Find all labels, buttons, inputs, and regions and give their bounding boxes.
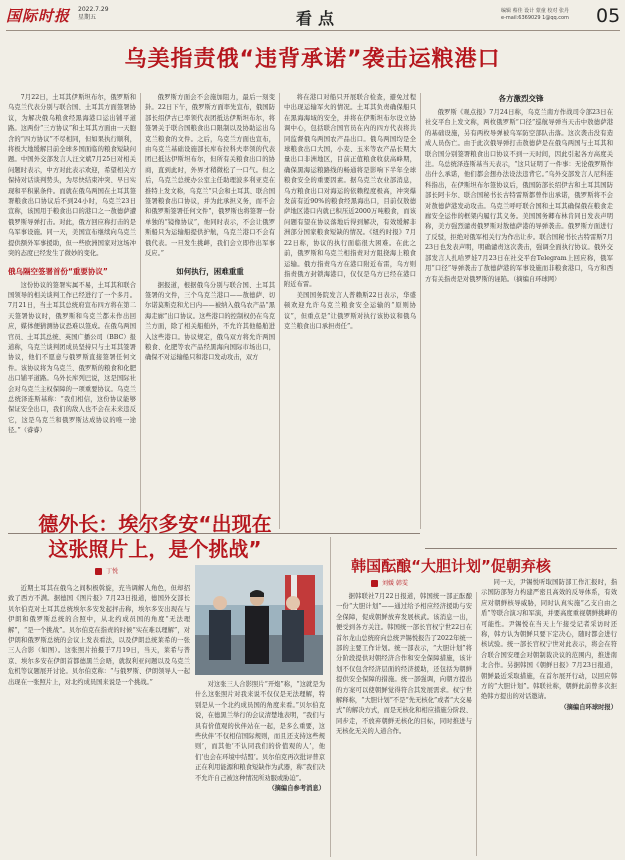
article1-column-1 <box>8 93 136 529</box>
column-divider <box>140 93 141 529</box>
article3-col2-text: 同一天，尹锡悦听取国防部工作汇报时，指示国防部努力构建严密且高效的反导体系，有效应对朝鲜核导威胁，同时认真实施“乙支自由之盾”等联合演习和军演，并要高度重视朝鲜挑衅的可能性。尹锡悦在当天上午接受记者采访时还称，韩方认为朝鲜只要下定决心，随时都会进行核试验。统一部长官权宁世对此表示，将会在符合联合国安理会对朝制裁决议的范围内，推进南北合作。另据韩国《朝鲜日报》7月23日报道，朝鲜最近采取措施，在首尔展开行动，以回应韩方的“大胆计划”。韩联社称，朝鲜此前曾多次拒绝韩方提出的对话邀请。 <box>481 579 617 701</box>
issue-date <box>78 6 109 22</box>
article1-col3b-text: 美国国务院发言人普赖斯22日表示，华盛顿欢迎允许乌克兰粮食安全运输的“原则协议”，但重点是“让俄罗斯对执行该协议和俄乌克兰粮食出口承担责任”。 <box>284 291 416 330</box>
newspaper-logo: 国际时报 <box>6 7 71 25</box>
article1-col2b-text: 据报道，根据俄乌分别与联合国、土耳其签署的文件，三个乌克兰港口——敖德萨、切尔诺莫斯克和尤日内——被纳入俄乌农产品“黑海走廊”出口协议。这些港口的控制权仍在乌克兰方面，除了相关船舶外，不允许其他船舶进入这些港口。协议规定，俄乌双方将允许两国粮食、化肥等农产品经黑海向国际市场出口，确保不对运输船只和港口发动攻击，双方 <box>145 281 275 362</box>
article1-column-3 <box>284 93 416 529</box>
column-divider <box>420 93 421 529</box>
three-leaders-photo <box>195 565 323 675</box>
page-number: 05 <box>596 5 621 27</box>
article1-col1-text: 7月22日，土耳其伊斯坦布尔，俄罗斯和乌克兰代表分别与联合国、土耳其方面签署协议，为解决俄乌粮食经黑海港口运出铺平道路。这两份“三方协议”和土耳其方面由一天胞含的“四方协议”不尽相同，但如果执行顺利，将极大地缓解目前全球多国面临的粮食短缺问题。中国外交部发言人汪文斌7月25日对相关问题时表示，中方对此表示欢迎，希望相关方保持对话谈判势头，为尽快结束冲突、早日实现和平积累条件。而就在俄乌两国在土耳其签署粮食出口协议后不到24小时，乌克兰23日宣称，该国用于粮食出口的港口之一敖德萨遭俄罗斯导弹打击。对此，俄方回应称打击的是乌军事设施。同一天，美国宣布继续向乌克兰提供额外军事援助，但一些欧洲国家对这场冲突的态度已经发生了微妙的变化。 <box>8 94 136 258</box>
article2-photo <box>195 565 323 675</box>
article1-col2-subhead: 如何执行，困难重重 <box>176 266 244 276</box>
editors-text: 编辑 蔡佳 设计 蒙童 校对 张丹 <box>501 8 569 14</box>
article3-byline <box>371 578 408 587</box>
article1-col2-text: 俄罗斯方面会不会施加阻力，最后一刻变卦。22日下午，俄罗斯方面率先宣布，俄国防部长绍伊古已率领代表团抵达伊斯坦布尔，将签署关于联合国粮食出口限制以及协助运出乌克兰粮食的文件。之后，乌克兰方面也宣布，由乌克兰基础设施部长库布拉科夫率领的代表团已抵达伊斯坦布尔，但所有关粮食出口的协商，直到此时，外界才稍微松了一口气。但之后，乌克兰总统办公室主任助理波多利亚克在推特上发文称，乌克兰“只会和土耳其、联合国签署粮食出口协议，并为此承担义务，而不会和俄罗斯签署任何文件”，俄罗斯也将签署一份单独的“镜像协议”，他同时表示，不会让俄罗斯船只为运输船提供护航，乌克兰港口不会有俄代表。一旦发生挑衅，我们会立即作出军事反应。” <box>145 94 275 258</box>
article2-column-1 <box>8 584 190 856</box>
column-divider <box>476 592 477 856</box>
article3-source: （摘编自环球时报） <box>560 703 617 711</box>
article2-col1-text: 近期土耳其在俄乌之间积极斡旋，充当调解人角色，但却招致了西方不满。据德国《图片报》7月23日报道，德国外交部长贝尔伯克对土耳其总统埃尔多安发起抨击称，埃尔多安出现在与伊朗和俄罗斯总统的合照中，从北约成员国的角度“无法理解”，“是一个挑战”。贝尔伯克在指责的时候“实在难以理解”，对伊朗和俄罗斯总统的会议上发表看法，以及伊朗总统莱希的一张三人合影（如图）。这张照片拍摄于7月19日，当天，莱希与普京、埃尔多安在伊朗首都德黑兰会晤，就叙利亚问题以及乌克兰危机等议题展开讨论。贝尔伯克称：“与俄罗斯、伊朗领导人一起出现在一张照片上，对北约成员国来说是一个挑战。” <box>8 585 190 686</box>
article2-author: 丁悦 <box>106 568 119 575</box>
column-divider <box>330 537 331 857</box>
article3-column-1 <box>336 592 472 856</box>
editor-credits <box>501 8 569 22</box>
pen-icon <box>95 568 102 575</box>
section-title: 看点 <box>296 9 341 28</box>
article1-col3-text: 将在港口对船只开展联合检查，避免过程中出现运输军火的情况。土耳其负责确保船只在黑海海域的安全，并将在伊斯坦布尔设立协调中心，包括联合国官员在内的四方代表将共同监督俄乌两国农产品出口。俄乌两国均是全球粮食出口大国，小麦、玉米等农产品长期大量出口非洲地区，目前正值粮食收获高峰期，确保黑海运粮路线的畅通将是影响下半年全球粮食安全的重要因素。据乌克兰农业部消息，乌方粮食出口对海运的依赖程度极高，冲突爆发前有近90%的粮食经黑海出口，目前仅敖德萨地区港口内就已积压近2000万吨粮食，而该问题有望在协议落地后得到解决，有效缓解非洲部分国家粮食短缺的情况。《纽约时报》7月22日称，协议的执行面临很大困难。在此之前，俄罗斯和乌克兰相指责对方阻挠海上粮食运输。俄方指责乌方在港口附近布雷，乌方则指责俄方封锁海港口，仅仅是乌方已经在港口附近布雷。 <box>284 94 416 289</box>
column-divider <box>279 93 280 529</box>
article2-headline <box>20 512 290 562</box>
weekday-text: 星期五 <box>78 14 97 21</box>
article3-column-2 <box>481 578 617 856</box>
article3-headline: 韩国酝酿“大胆计划”促朝弃核 <box>351 557 551 575</box>
masthead <box>6 4 620 31</box>
article2-headline-line1: 德外长：埃尔多安“出现在 <box>38 512 272 536</box>
article1-col4-subhead: 各方激烈交锋 <box>498 94 544 103</box>
date-text: 2022.7.29 <box>78 6 109 13</box>
article3-authors: 刘媛 韩雯 <box>382 580 408 587</box>
article2-column-2 <box>195 680 325 856</box>
article1-col1b-text: 这份协议的签署实属不易，土耳其和联合国领导的相关谈判工作已经进行了一个多月。7月21日，当土耳其总统府宣布四方将在第二天签署协议时，俄罗斯和乌克兰都未作出回应，媒体便猜测协议恐难以签成。在俄乌两国官员、土耳其总统、英国广播公司（BBC）报道称，乌克兰谈判团成员坚持只与土耳其签署协议，他们不愿意与俄罗斯直接签署任何文件。该协议将为乌克兰、俄罗斯的粮食和化肥出口铺平道路。乌外长库列巴说，这是国际社会对乌克兰主权保障的一项重要协议。乌克兰总统泽连斯基称：“我们相信，这份协议能够保证安全出口，我们的敌人也不会在未来违反它，这是乌克兰和俄罗斯达成协议的唯一途径。”（睿睿） <box>8 281 136 435</box>
pen-icon <box>371 580 378 587</box>
article1-column-2 <box>145 93 275 529</box>
article2-source: （摘编自参考消息） <box>268 785 325 793</box>
article1-headline: 乌美指责俄“违背承诺”袭击运粮港口 <box>124 47 501 72</box>
article1-col1-subhead: 俄乌隔空签署首份“重要协议” <box>8 266 108 276</box>
article3-col1-text: 据韩联社7月22日报道，韩国统一部正酝酿一份“大胆计划”——通过给予相应经济援助与安全保障，促成朝鲜放弃发展核武。该消息一出，便受到各方关注。韩国统一部长官权宁世22日在首尔龙山总统府向总统尹锡悦报告了2022年统一部的主要工作计划。统一部表示，“大胆计划”将分阶段提供对朝经济合作和安全保障措施，该计划不仅包含经济层面的经济援助，还包括为朝鲜提供安全保障的措施。统一部强调，向朝方提出的方案可以使朝鲜觉得符合其发展需求。权宁世解释称，“大胆计划”不是“先无核化”或者“大交易式”的解决方式，而是无核化和相应措施分阶段、同步走，不放弃朝鲜无核化的目标，同时推进与无核化无关的人道合作。 <box>336 593 472 736</box>
email-text: e-mail:6369029 1@qq.com <box>501 15 569 21</box>
article2-byline <box>95 566 118 575</box>
article2-col2-text: 对这张三人合影照片“开炮”称，“这就是为什么这张照片对我来说不仅仅是无法理解，特别是从一个北约成员国的角度来看。”贝尔伯克说，在德黑兰举行的会议清楚地表明，“我们与具有价值观的伙伴站在一起，是多么重要，这些伙伴‘不仅相信国际规则，而且还支持这些规则’，而其他‘不认同我们的价值观的人’，他们‘也会在环境中结盟’。贝尔伯克再次批评普京正在利用能源和粮食短缺作为武器，称“我们决不允许自己被这种情况所劝服或胁迫”。 <box>195 681 325 782</box>
article1-col4-text: 俄罗斯《观点报》7月24日称，乌克兰南方作战司令部23日在社交平台上发文称，两枚俄罗斯“口径”巡航导弹当天击中敖德萨港的基础设施，另有两枚导弹被乌军防空部队击落。这次袭击没有造成人员伤亡。由于此次俄导弹打击敖德萨是在俄乌两国与土耳其和联合国分别签署粮食出口协议不到一天时间，因此引起各方高度关注。乌总统泽连斯基当天表示，“这只证明了一件事：无论俄罗斯作出什么承诺，他们都会想办法设法违背它。”乌外交部发言人尼科连科指出，在伊斯坦布尔签协议后，俄国防部长绍伊古和土耳其国防部长阿卡尔、联合国秘书长古特雷斯都曾作出承诺，俄罗斯将不会对敖德萨港发动攻击。乌克兰呼吁联合国和土耳其确保俄在粮食走廊安全运作的框架内履行其义务。美国国务卿布林肯同日发表声明称，美方强烈谴责俄罗斯对敖德萨港的导弹袭击。俄罗斯方面进行了反驳，拒绝对俄军相关行为作出让步。联合国秘书长古特雷斯7月23日也发表声明，明确谴责这次袭击，强调全面执行协议。俄外交部发言人扎哈罗娃7月23日在社交平台Telegram上回应称，俄军用“口径”导弹袭击了敖德萨港的军事设施而非粮食港口，乌方和西方有关指责是对俄罗斯的诬陷。（摘编自环球网） <box>425 109 613 283</box>
article2-headline-line2: 这张照片上，是个挑战” <box>48 537 262 561</box>
article1-column-4 <box>425 93 617 543</box>
section-divider <box>425 548 617 549</box>
